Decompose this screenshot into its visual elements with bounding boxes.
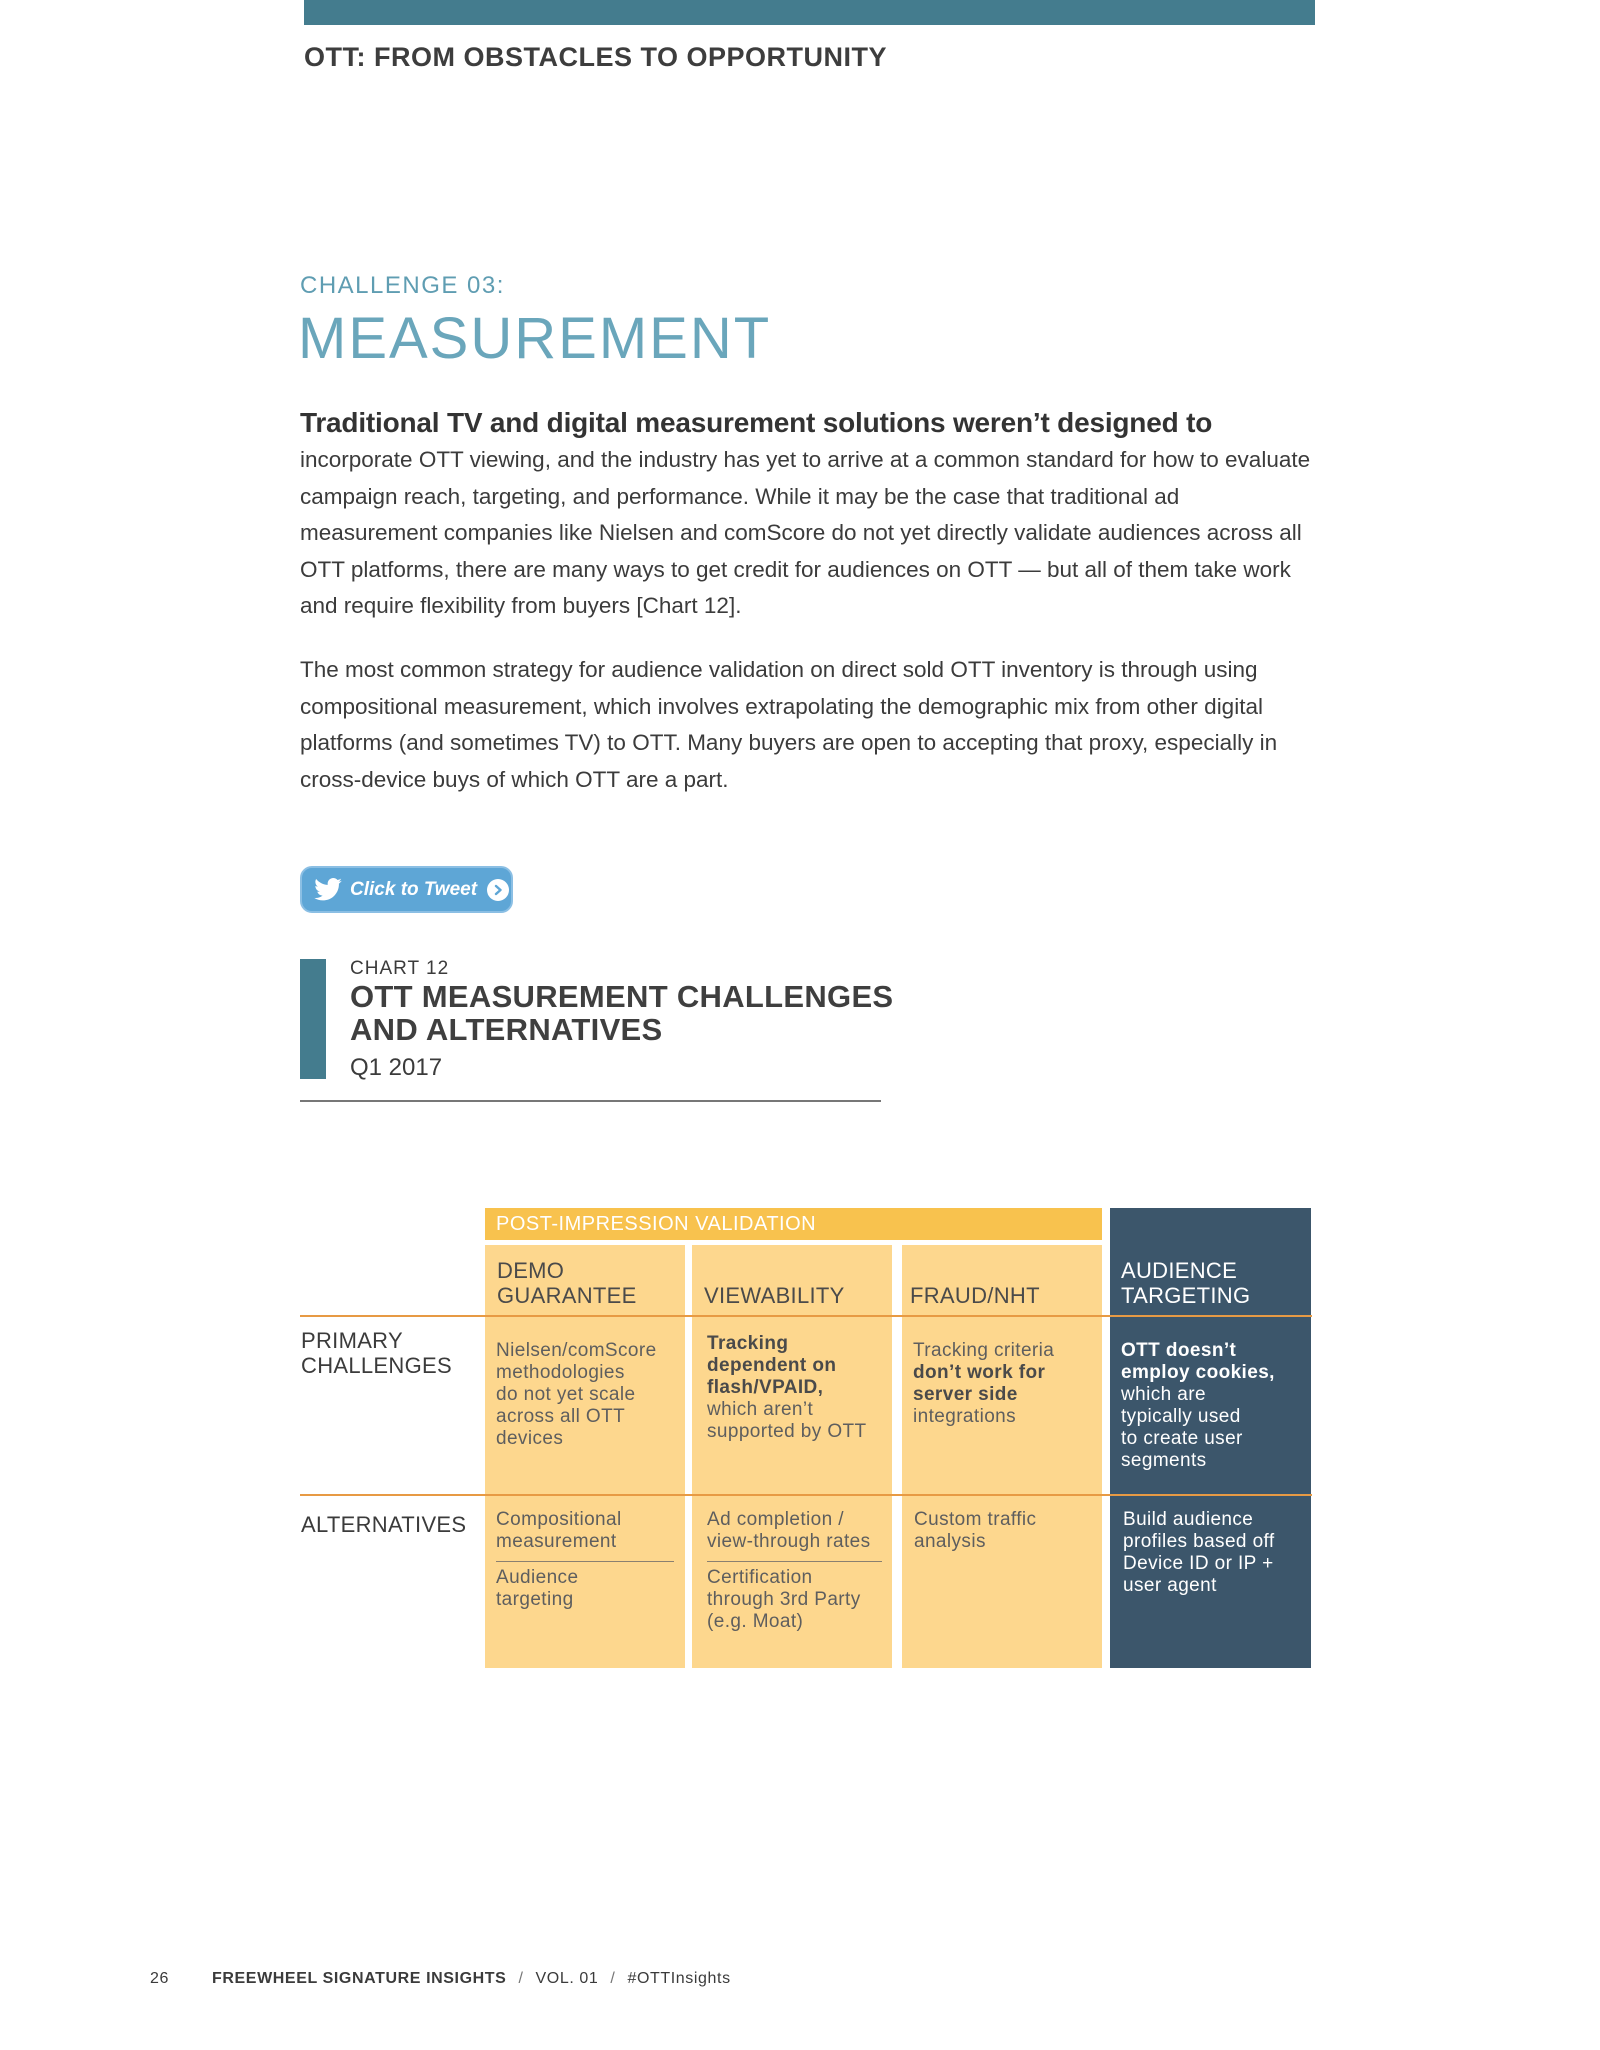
column-header-viewability: VIEWABILITY <box>704 1283 845 1308</box>
cell-audience-challenge <box>1121 1340 1275 1472</box>
cell-line: measurement <box>496 1531 617 1552</box>
chart-period: Q1 2017 <box>350 1054 443 1081</box>
chart-title-rule <box>300 1100 881 1102</box>
section-title: MEASUREMENT <box>298 306 772 371</box>
cell-line: flash/VPAID, <box>707 1377 824 1398</box>
cell-line: server side <box>913 1384 1018 1405</box>
cell-line: which are <box>1121 1384 1206 1405</box>
cell-line: Build audience <box>1123 1509 1254 1530</box>
cell-viewability-alternative-1 <box>707 1509 871 1553</box>
cell-demo-challenge <box>496 1340 657 1450</box>
volume-label: VOL. 01 <box>535 1970 599 1987</box>
intro-paragraph-text: incorporate OTT viewing, and the industry has yet to arrive at a common standard for how to evaluate campaign reach, targeting, and performance. While it may be the case that traditional ad measurement companies like Nielsen and comScore do not yet directly validate audiences across all OTT platforms, there are many ways to get credit for audiences on OTT — but all of them take work and require flexibility from buyers [Chart 12]. <box>300 447 1311 618</box>
footer-separator: / <box>518 1970 524 1987</box>
lead-sentence: Traditional TV and digital measurement solutions weren’t designed to <box>300 407 1213 438</box>
cell-line: typically used <box>1121 1406 1241 1427</box>
header-line: TARGETING <box>1121 1283 1251 1308</box>
cell-fraud-alternative <box>914 1509 1036 1553</box>
cell-line: segments <box>1121 1450 1207 1471</box>
row-label-line: CHALLENGES <box>301 1353 452 1378</box>
chart-number: CHART 12 <box>350 958 450 979</box>
cell-line: across all OTT <box>496 1406 626 1427</box>
challenge-label: CHALLENGE 03: <box>300 272 505 299</box>
cell-audience-alternative <box>1123 1509 1275 1597</box>
cell-line: targeting <box>496 1589 574 1610</box>
intro-paragraph <box>300 404 1320 625</box>
cell-line: Compositional <box>496 1509 622 1530</box>
cell-line: which aren’t <box>707 1399 814 1420</box>
cell-line: analysis <box>914 1531 986 1552</box>
chart-accent-bar <box>300 959 326 1079</box>
cell-line: Ad completion / <box>707 1509 844 1530</box>
cell-divider <box>707 1561 882 1562</box>
column-header-fraud-nht: FRAUD/NHT <box>910 1283 1040 1308</box>
cell-line: employ cookies, <box>1121 1362 1275 1383</box>
top-color-bar <box>304 0 1315 25</box>
cell-line: methodologies <box>496 1362 625 1383</box>
cell-line: Tracking criteria <box>913 1340 1055 1361</box>
post-impression-validation-header: POST-IMPRESSION VALIDATION <box>485 1208 1102 1240</box>
hashtag-link[interactable]: #OTTInsights <box>627 1970 731 1987</box>
cell-line: don’t work for <box>913 1362 1046 1383</box>
cell-line: Device ID or IP + <box>1123 1553 1274 1574</box>
cell-line: profiles based off <box>1123 1531 1275 1552</box>
cell-fraud-challenge <box>913 1340 1054 1428</box>
cell-viewability-challenge <box>707 1333 867 1443</box>
header-line: AUDIENCE <box>1121 1258 1238 1283</box>
column-fraud-nht <box>902 1245 1102 1668</box>
cell-divider <box>496 1561 674 1562</box>
cell-line: Nielsen/comScore <box>496 1340 657 1361</box>
column-header-demo-guarantee <box>497 1258 637 1308</box>
cell-line: do not yet scale <box>496 1384 636 1405</box>
cell-demo-alternative-1 <box>496 1509 622 1553</box>
cell-line: dependent on <box>707 1355 837 1376</box>
row-label-line: PRIMARY <box>301 1328 403 1353</box>
cell-line: to create user <box>1121 1428 1243 1449</box>
publication-name: FREEWHEEL SIGNATURE INSIGHTS <box>212 1970 507 1987</box>
strategy-paragraph: The most common strategy for audience validation on direct sold OTT inventory is through using compositional measurement, which involves extrapolating the demographic mix from other digital platforms (and sometimes TV) to OTT. Many buyers are open to accepting that proxy, especially in cross-device buys of which OTT are a part. <box>300 657 1278 792</box>
running-header-title: OTT: FROM OBSTACLES TO OPPORTUNITY <box>304 42 887 72</box>
cell-line: Audience <box>496 1567 579 1588</box>
cell-line: OTT doesn’t <box>1121 1340 1237 1361</box>
chart-title-line: AND ALTERNATIVES <box>350 1012 663 1047</box>
cell-line: view-through rates <box>707 1531 871 1552</box>
cell-line: integrations <box>913 1406 1017 1427</box>
page-footer <box>150 1970 731 1988</box>
twitter-bird-icon <box>314 878 342 901</box>
row-divider-alternatives <box>300 1494 1312 1496</box>
chart-title-line: OTT MEASUREMENT CHALLENGES <box>350 979 894 1014</box>
click-to-tweet-button[interactable] <box>300 866 513 913</box>
cell-demo-alternative-2 <box>496 1567 578 1611</box>
column-header-audience-targeting <box>1121 1258 1250 1308</box>
cell-line: Certification <box>707 1567 813 1588</box>
cell-line: Custom traffic <box>914 1509 1037 1530</box>
header-line: DEMO <box>497 1258 565 1283</box>
click-to-tweet-label: Click to Tweet <box>350 878 478 900</box>
header-line: GUARANTEE <box>497 1283 637 1308</box>
footer-separator: / <box>610 1970 616 1987</box>
chart-title <box>350 980 893 1046</box>
cell-line: Tracking <box>707 1333 789 1354</box>
cell-line: devices <box>496 1428 564 1449</box>
chevron-right-icon <box>487 879 509 901</box>
page-number: 26 <box>150 1970 169 1987</box>
cell-line: user agent <box>1123 1575 1217 1596</box>
cell-viewability-alternative-2 <box>707 1567 861 1633</box>
cell-line: through 3rd Party <box>707 1589 861 1610</box>
row-label-alternatives: ALTERNATIVES <box>301 1512 467 1537</box>
row-label-primary-challenges <box>301 1328 452 1378</box>
cell-line: (e.g. Moat) <box>707 1611 804 1632</box>
row-divider-challenges <box>300 1315 1312 1317</box>
cell-line: supported by OTT <box>707 1421 867 1442</box>
